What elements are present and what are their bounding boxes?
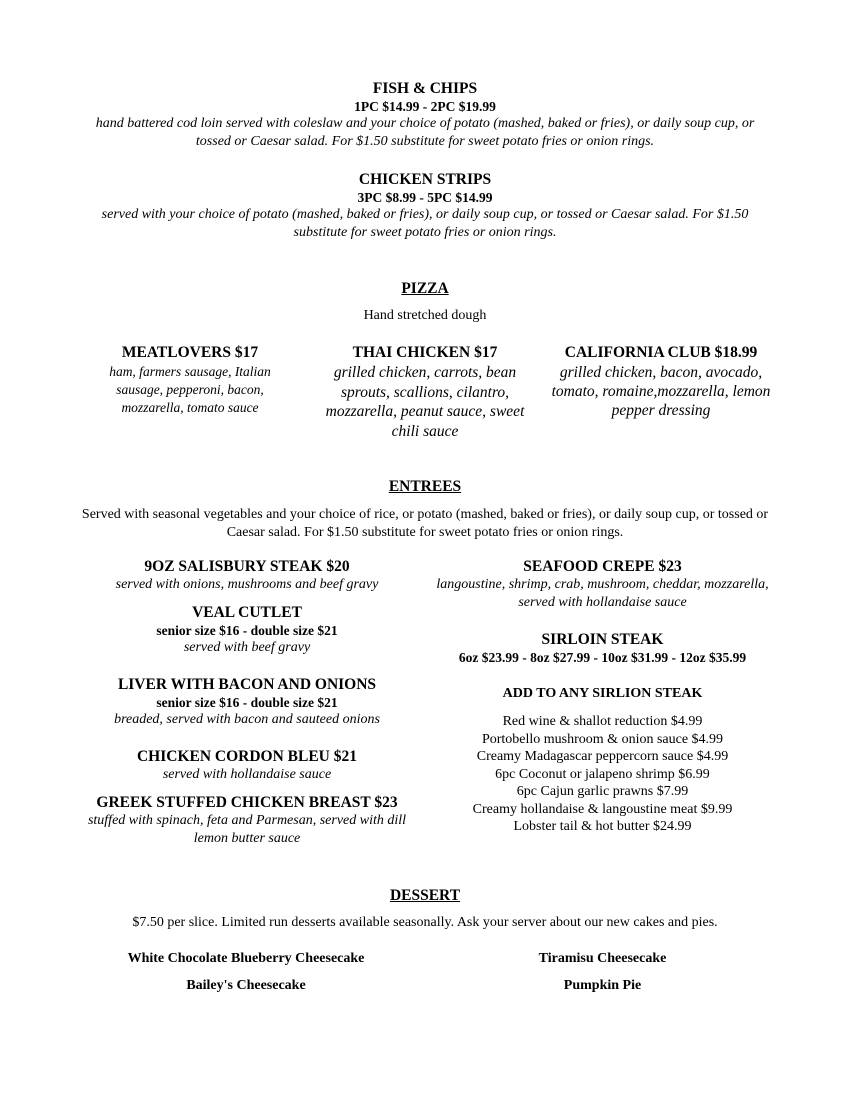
item-description: served with beef gravy <box>183 640 311 655</box>
item-description: ham, farmers sausage, Italian sausage, pepperoni, bacon, mozzarella, tomato sauce <box>109 364 271 415</box>
item-title: THAI CHICKEN $17 <box>352 344 498 361</box>
item-price: senior size $16 - double size $21 <box>156 695 338 710</box>
addons-list <box>430 713 775 836</box>
entree-item-greek-stuffed-chicken <box>80 793 414 847</box>
item-title: MEATLOVERS $17 <box>121 344 259 361</box>
item-title: SEAFOOD CREPE $23 <box>523 558 682 575</box>
dessert-item: Pumpkin Pie <box>563 978 642 993</box>
list-item: Red wine & shallot reduction $4.99 <box>502 714 703 729</box>
item-description: served with your choice of potato (mashed, baked or fries), or daily soup cup, or tossed or Caesar salad. For $1.50 substitute for sweet potato fries or onion rings. <box>101 207 749 240</box>
addons-title: ADD TO ANY SIRLION STEAK <box>502 686 703 701</box>
item-description: grilled chicken, bacon, avocado, tomato, romaine,mozzarella, lemon pepper dressing <box>551 364 771 419</box>
entree-item-salisbury-steak <box>80 557 414 594</box>
item-title: CHICKEN STRIPS <box>358 171 492 188</box>
item-title: LIVER WITH BACON AND ONIONS <box>117 676 377 693</box>
list-item: Lobster tail & hot butter $24.99 <box>513 819 692 834</box>
entrees-subtitle: Served with seasonal vegetables and your choice of rice, or potato (mashed, baked or fries), or daily soup cup, or tossed or Caesar salad. For $1.50 substitute for sweet potato fries or onion rings. <box>81 507 769 540</box>
item-price: 1PC $14.99 - 2PC $19.99 <box>354 99 496 114</box>
item-price: senior size $16 - double size $21 <box>156 623 338 638</box>
entree-item-sirloin-steak <box>430 630 775 666</box>
list-item: Creamy hollandaise & langoustine meat $9.99 <box>472 801 733 817</box>
item-description: hand battered cod loin served with coleslaw and your choice of potato (mashed, baked or fries), or daily soup cup, or tossed or Caesar salad. For $1.50 substitute for sweet potato fries or onion rings. <box>95 116 755 149</box>
item-title: VEAL CUTLET <box>192 604 302 621</box>
item-price: 6oz $23.99 - 8oz $27.99 - 10oz $31.99 - 12oz $35.99 <box>458 650 747 665</box>
pizza-item-california-club <box>547 343 775 420</box>
dessert-item: Bailey's Cheesecake <box>186 978 306 993</box>
item-description: served with onions, mushrooms and beef gravy <box>115 577 379 592</box>
chicken-strips-item <box>80 170 770 241</box>
dessert-heading: DESSERT <box>389 887 461 904</box>
sirloin-addons <box>430 684 775 836</box>
item-title: CHICKEN CORDON BLEU $21 <box>136 748 358 765</box>
item-description: breaded, served with bacon and sauteed onions <box>114 712 380 727</box>
fish-and-chips-item <box>80 79 770 150</box>
item-price: 3PC $8.99 - 5PC $14.99 <box>357 190 493 205</box>
entree-item-veal-cutlet <box>80 603 414 657</box>
entree-item-seafood-crepe <box>430 557 775 611</box>
pizza-item-meatlovers <box>88 343 292 417</box>
pizza-heading: PIZZA <box>401 280 449 297</box>
pizza-item-thai-chicken <box>313 343 537 441</box>
item-title: CALIFORNIA CLUB $18.99 <box>564 344 758 361</box>
list-item: 6pc Coconut or jalapeno shrimp $6.99 <box>495 766 710 782</box>
item-description: stuffed with spinach, feta and Parmesan, served with dill lemon butter sauce <box>87 813 407 846</box>
item-title: SIRLOIN STEAK <box>541 631 664 648</box>
dessert-item: Tiramisu Cheesecake <box>538 951 667 966</box>
item-description: langoustine, shrimp, crab, mushroom, cheddar, mozzarella, served with hollandaise sauce <box>436 577 769 610</box>
dessert-item: White Chocolate Blueberry Cheesecake <box>127 951 365 966</box>
item-description: served with hollandaise sauce <box>162 767 332 782</box>
item-title: FISH & CHIPS <box>372 80 478 97</box>
dessert-subtitle: $7.50 per slice. Limited run desserts available seasonally. Ask your server about our new cakes and pies. <box>132 915 718 930</box>
item-title: GREEK STUFFED CHICKEN BREAST $23 <box>96 794 398 811</box>
list-item: Portobello mushroom & onion sauce $4.99 <box>481 731 724 747</box>
list-item: 6pc Cajun garlic prawns $7.99 <box>516 784 689 799</box>
pizza-subtitle: Hand stretched dough <box>363 308 487 323</box>
entree-item-chicken-cordon-bleu <box>80 747 414 784</box>
list-item: Creamy Madagascar peppercorn sauce $4.99 <box>476 749 729 764</box>
entree-item-liver-bacon-onions <box>80 675 414 729</box>
item-description: grilled chicken, carrots, bean sprouts, scallions, cilantro, mozzarella, peanut sauce, sweet chili sauce <box>325 364 525 440</box>
entrees-heading: ENTREES <box>388 478 462 495</box>
item-title: 9OZ SALISBURY STEAK $20 <box>144 558 350 575</box>
